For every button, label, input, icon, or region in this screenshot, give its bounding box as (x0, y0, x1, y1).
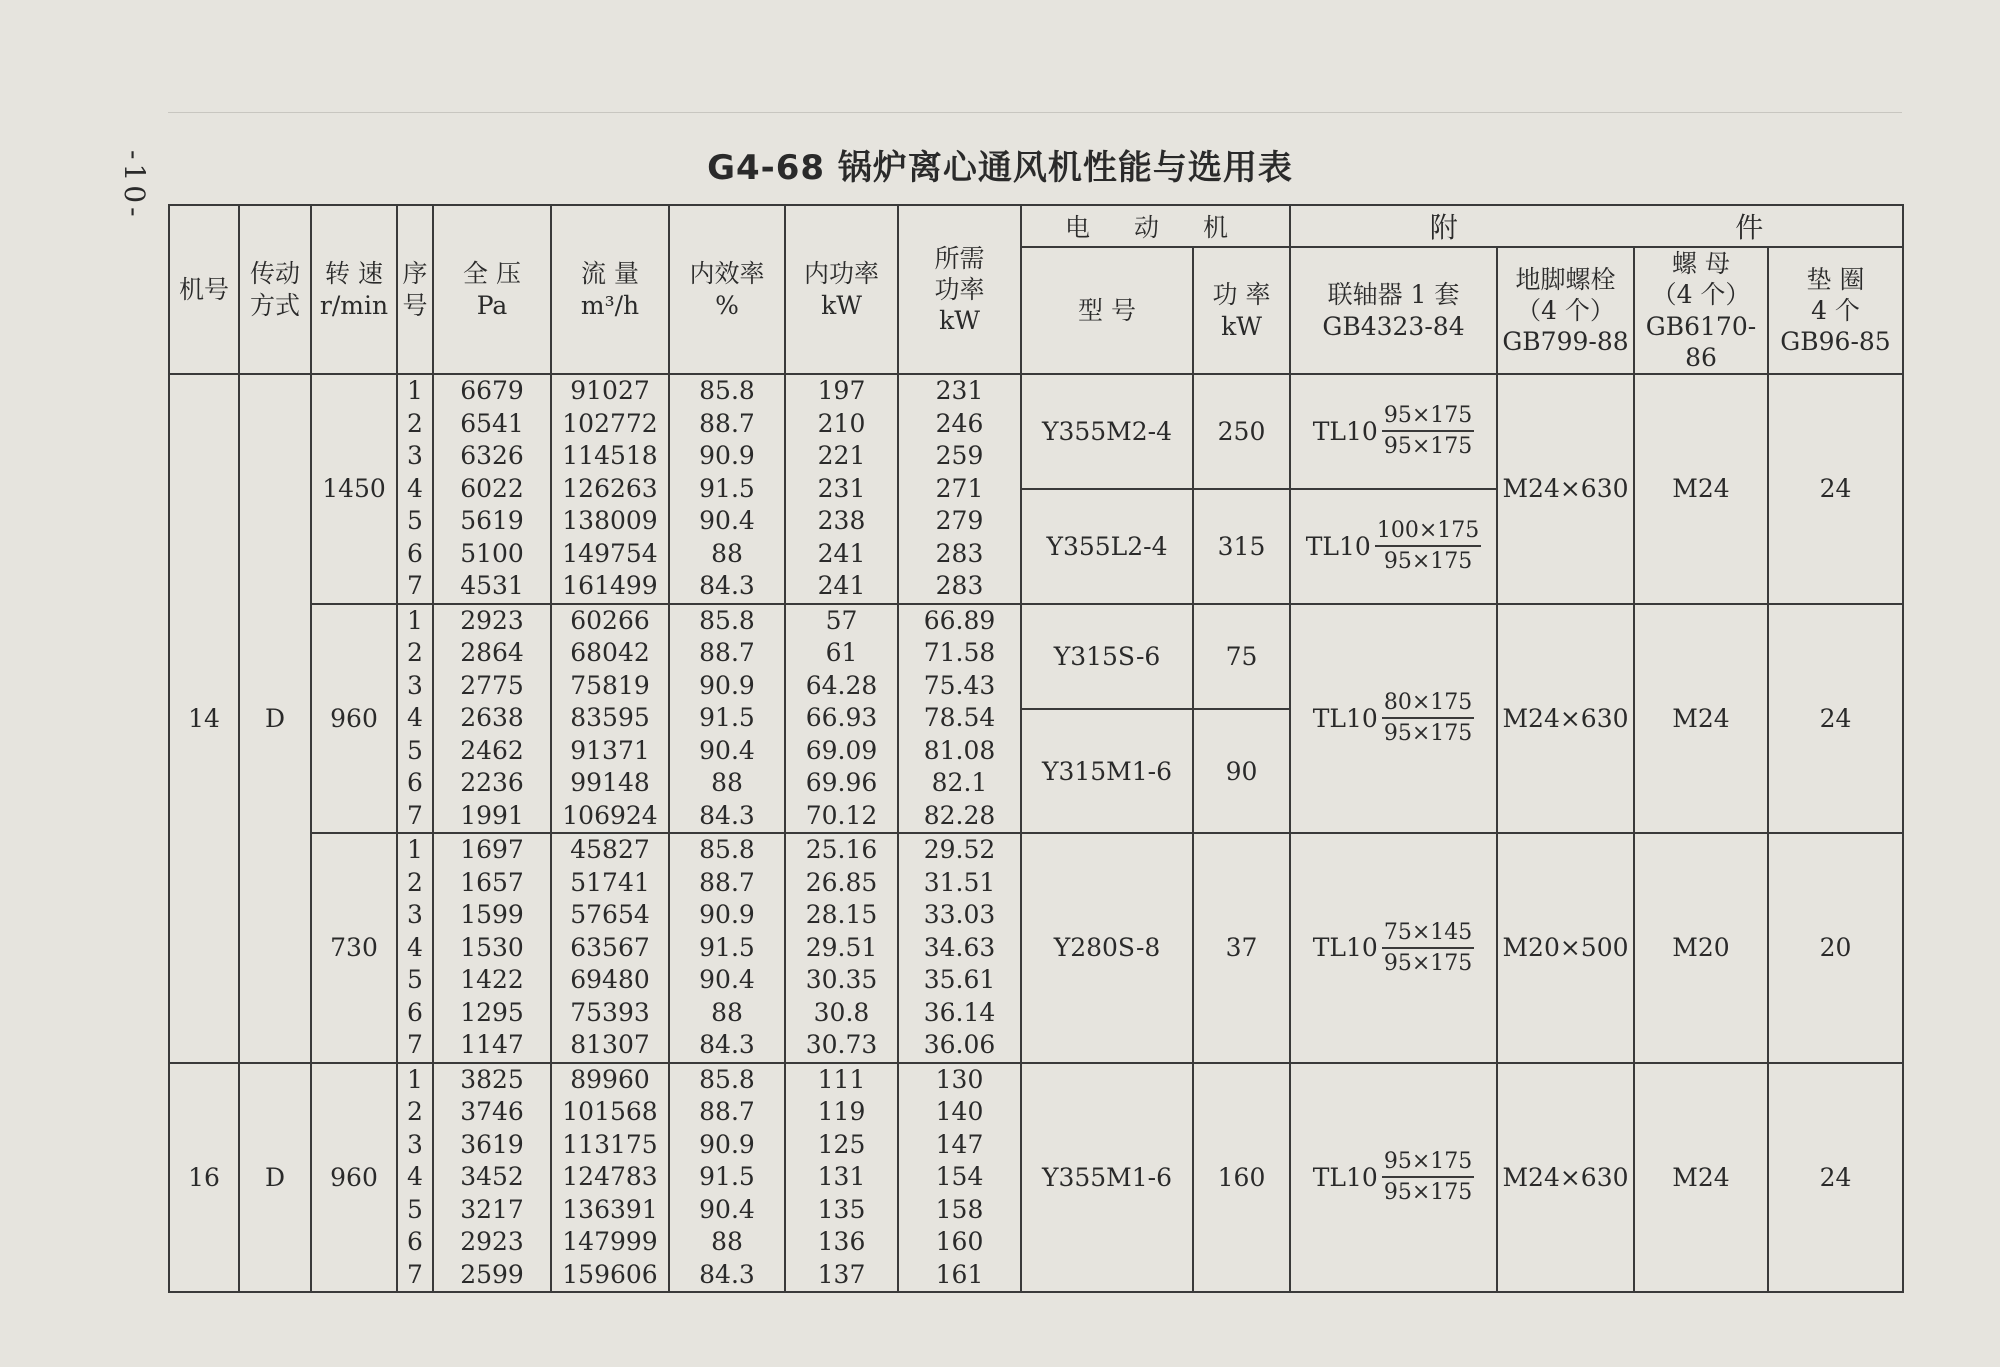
machine-cell (169, 374, 239, 604)
anchor-bolt-cell: M24×630 (1497, 604, 1634, 834)
efficiency-column (669, 374, 785, 604)
flow-column (551, 374, 669, 604)
cell-value: 75819 (570, 670, 650, 700)
cell-value: 210 (817, 408, 866, 438)
cell-value: 90.9 (699, 1129, 755, 1159)
cell-value: 63567 (570, 932, 650, 962)
cell-value: 126263 (562, 473, 658, 503)
cell-value: 81.08 (923, 735, 996, 765)
cell-value: 271 (935, 473, 984, 503)
pressure-column (433, 604, 551, 834)
cell-value: 88 (711, 997, 743, 1027)
header-motor-model: 型 号 (1021, 247, 1193, 374)
cell-value: 90.4 (699, 965, 755, 994)
seq-column (397, 1063, 433, 1293)
cell-value: 78.54 (923, 703, 996, 732)
cell-value: 66.89 (923, 605, 996, 635)
header-drive: 传动 方式 (239, 205, 311, 374)
cell-value: 75.43 (923, 670, 996, 700)
coupling-cell: TL10 $\frac{80\times 175}{95\times 175}$ (1290, 604, 1497, 834)
cell-value: 82.1 (931, 768, 988, 797)
cell-value: 101568 (562, 1097, 658, 1126)
header-required-power: 所需 功率 kW (898, 205, 1021, 374)
cell-value: 241 (817, 538, 866, 568)
cell-value: 90.4 (699, 1194, 755, 1224)
motor-model: Y355M1-6 (1021, 1063, 1193, 1293)
motor-power: 37 (1193, 833, 1290, 1063)
cell-value: 57 (825, 605, 858, 635)
cell-value: 136 (817, 1227, 866, 1256)
cell-value: 45827 (570, 835, 650, 864)
header-anchor-bolt: 地脚螺栓 （4 个） GB799-88 (1497, 247, 1634, 374)
cell-value: 197 (817, 376, 866, 405)
coupling-cell: TL10 $\frac{95\times 175}{95\times 175}$ (1290, 1063, 1497, 1293)
cell-value: 1599 (460, 900, 524, 929)
cell-value: 6 (407, 1227, 423, 1256)
washer-cell: 20 (1768, 833, 1903, 1063)
cell-value: 5 (407, 965, 423, 994)
fan-performance-table (168, 204, 1904, 1293)
speed-cell: 730 (311, 833, 397, 1063)
cell-value: 3 (407, 441, 423, 470)
header-seq: 序 号 (397, 205, 433, 374)
header-internal-power: 内功率 kW (785, 205, 898, 374)
cell-value: 35.61 (923, 965, 996, 994)
cell-value: 85.8 (699, 835, 755, 864)
power-column (785, 833, 898, 1063)
cell-value: 84.3 (699, 800, 755, 830)
cell-value: 131 (817, 1162, 866, 1191)
seq-column (397, 604, 433, 834)
cell-value: 91.5 (699, 932, 755, 962)
cell-value: 6 (407, 768, 423, 797)
cell-value: 34.63 (923, 932, 996, 962)
cell-value: 135 (817, 1194, 866, 1224)
cell-value: 83595 (570, 703, 650, 732)
cell-value: 259 (935, 441, 984, 470)
cell-value: 2462 (460, 735, 524, 765)
speed-cell: 1450 (311, 374, 397, 604)
nut-cell: M24 (1634, 374, 1768, 604)
coupling-cell: TL10 $\frac{75\times 145}{95\times 175}$ (1290, 833, 1497, 1063)
cell-value: 88 (711, 768, 743, 797)
cell-value: 5619 (460, 506, 524, 535)
cell-value: 6022 (460, 473, 524, 503)
cell-value: 159606 (562, 1259, 658, 1289)
nut-cell: M24 (1634, 1063, 1768, 1293)
motor-power: 315 (1193, 489, 1290, 604)
cell-value: 241 (817, 571, 866, 600)
cell-value: 1147 (460, 1030, 524, 1059)
cell-value: 2 (407, 408, 423, 438)
cell-value: 85.8 (699, 1064, 755, 1094)
cell-value: 158 (935, 1194, 984, 1224)
cell-value: 90.9 (699, 441, 755, 470)
cell-value: 3 (407, 670, 423, 700)
cell-value: 31.51 (923, 867, 996, 897)
cell-value: 138009 (562, 506, 658, 535)
cell-value: 3452 (460, 1162, 524, 1191)
speed-cell: 960 (311, 1063, 397, 1293)
cell-value: 84.3 (699, 571, 755, 600)
seq-column (397, 833, 433, 1063)
nut-cell: M24 (1634, 604, 1768, 834)
machine-cell: 14 (169, 604, 239, 834)
efficiency-column (669, 833, 785, 1063)
cell-value: 246 (935, 408, 984, 438)
cell-value: 70.12 (805, 800, 878, 830)
speed-cell: 960 (311, 604, 397, 834)
washer-cell: 24 (1768, 1063, 1903, 1293)
cell-value: 6541 (460, 408, 524, 438)
header-attachments-group: 附 件 (1290, 205, 1903, 247)
cell-value: 36.06 (923, 1030, 996, 1059)
cell-value: 5 (407, 506, 423, 535)
cell-value: 1991 (460, 800, 524, 830)
cell-value: 89960 (570, 1064, 650, 1094)
cell-value: 36.14 (923, 997, 996, 1027)
cell-value: 231 (817, 473, 866, 503)
cell-value: 4 (407, 703, 423, 732)
cell-value: 2638 (460, 703, 524, 732)
cell-value: 30.73 (805, 1030, 878, 1059)
cell-value: 2864 (460, 638, 524, 667)
cell-value: 90.4 (699, 506, 755, 535)
cell-value: 90.9 (699, 900, 755, 929)
washer-cell: 24 (1768, 374, 1903, 604)
cell-value: 88.7 (699, 867, 755, 897)
cell-value: 29.52 (923, 835, 996, 864)
cell-value: 57654 (570, 900, 650, 929)
cell-value: 6 (407, 538, 423, 568)
coupling-cell: TL10 $\frac{95\times 175}{95\times 175}$ (1290, 374, 1497, 489)
cell-value: 7 (407, 800, 423, 830)
flow-column (551, 833, 669, 1063)
cell-value: 2599 (460, 1259, 524, 1289)
cell-value: 75393 (570, 997, 650, 1027)
drive-cell: D (239, 1063, 311, 1293)
header-nut: 螺 母 （4 个） GB6170-86 (1634, 247, 1768, 374)
cell-value: 1 (407, 835, 423, 864)
header-coupling: 联轴器 1 套 GB4323-84 (1290, 247, 1497, 374)
seq-column (397, 374, 433, 604)
cell-value: 85.8 (699, 376, 755, 405)
cell-value: 85.8 (699, 605, 755, 635)
pressure-column (433, 374, 551, 604)
cell-value: 88 (711, 1227, 743, 1256)
cell-value: 3217 (460, 1194, 524, 1224)
cell-value: 69.96 (805, 768, 878, 797)
cell-value: 91.5 (699, 473, 755, 503)
cell-value: 4 (407, 932, 423, 962)
cell-value: 149754 (562, 538, 658, 568)
cell-value: 2923 (460, 1227, 524, 1256)
required-power-column (898, 374, 1021, 604)
cell-value: 130 (935, 1064, 984, 1094)
cell-value: 161499 (562, 571, 658, 600)
header-flow: 流 量 m³/h (551, 205, 669, 374)
motor-model: Y280S-8 (1021, 833, 1193, 1063)
machine-cell: 16 (169, 1063, 239, 1293)
anchor-bolt-cell: M24×630 (1497, 374, 1634, 604)
header-washer: 垫 圈 4 个 GB96-85 (1768, 247, 1903, 374)
cell-value: 6326 (460, 441, 524, 470)
cell-value: 82.28 (923, 800, 996, 830)
cell-value: 71.58 (923, 638, 996, 667)
header-motor-power: 功 率 kW (1193, 247, 1290, 374)
efficiency-column (669, 1063, 785, 1293)
cell-value: 29.51 (805, 932, 878, 962)
cell-value: 160 (935, 1227, 984, 1256)
cell-value: 1 (407, 376, 423, 405)
cell-value: 69.09 (805, 735, 878, 765)
cell-value: 283 (935, 538, 984, 568)
group-960-row-a (169, 604, 1903, 710)
cell-value: 90.4 (699, 735, 755, 765)
cell-value: 66.93 (805, 703, 878, 732)
drive-cell: D (239, 604, 311, 834)
cell-value: 33.03 (923, 900, 996, 929)
motor-power: 75 (1193, 604, 1290, 710)
cell-value: 4531 (460, 571, 524, 600)
cell-value: 102772 (562, 408, 658, 438)
header-row-1 (169, 205, 1903, 247)
cell-value: 3 (407, 1129, 423, 1159)
cell-value: 88.7 (699, 1097, 755, 1126)
cell-value: 154 (935, 1162, 984, 1191)
machine-cell (169, 833, 239, 1063)
cell-value: 136391 (562, 1194, 658, 1224)
cell-value: 30.35 (805, 965, 878, 994)
cell-value: 5 (407, 735, 423, 765)
cell-value: 99148 (570, 768, 650, 797)
cell-value: 1 (407, 605, 423, 635)
nut-cell: M20 (1634, 833, 1768, 1063)
required-power-column (898, 1063, 1021, 1293)
cell-value: 84.3 (699, 1259, 755, 1289)
cell-value: 61 (825, 638, 858, 667)
cell-value: 88 (711, 538, 743, 568)
cell-value: 91027 (570, 376, 650, 405)
cell-value: 81307 (570, 1030, 650, 1059)
motor-model: Y355M2-4 (1021, 374, 1193, 489)
required-power-column (898, 833, 1021, 1063)
cell-value: 6 (407, 997, 423, 1027)
cell-value: 2775 (460, 670, 524, 700)
motor-power: 160 (1193, 1063, 1290, 1293)
header-speed: 转 速 r/min (311, 205, 397, 374)
cell-value: 26.85 (805, 867, 878, 897)
cell-value: 2 (407, 638, 423, 667)
cell-value: 30.8 (813, 997, 870, 1027)
cell-value: 69480 (570, 965, 650, 994)
cell-value: 88.7 (699, 638, 755, 667)
cell-value: 91.5 (699, 703, 755, 732)
flow-column (551, 1063, 669, 1293)
cell-value: 238 (817, 506, 866, 535)
cell-value: 147999 (562, 1227, 658, 1256)
header-machine-no: 机号 (169, 205, 239, 374)
power-column (785, 604, 898, 834)
cell-value: 4 (407, 1162, 423, 1191)
group-16-960-row (169, 1063, 1903, 1293)
cell-value: 279 (935, 506, 984, 535)
cell-value: 1 (407, 1064, 423, 1094)
drive-cell (239, 833, 311, 1063)
page-number: -10- (118, 150, 151, 221)
motor-model: Y315M1-6 (1021, 709, 1193, 833)
washer-cell: 24 (1768, 604, 1903, 834)
cell-value: 1295 (460, 997, 524, 1027)
cell-value: 2 (407, 867, 423, 897)
cell-value: 91.5 (699, 1162, 755, 1191)
cell-value: 64.28 (805, 670, 878, 700)
header-efficiency: 内效率 % (669, 205, 785, 374)
cell-value: 7 (407, 1030, 423, 1059)
coupling-cell: TL10 $\frac{100\times 175}{95\times 175}$ (1290, 489, 1497, 604)
cell-value: 221 (817, 441, 866, 470)
cell-value: 1422 (460, 965, 524, 994)
cell-value: 125 (817, 1129, 866, 1159)
cell-value: 3746 (460, 1097, 524, 1126)
cell-value: 137 (817, 1259, 866, 1289)
group-1450-row-a (169, 374, 1903, 489)
cell-value: 2236 (460, 768, 524, 797)
anchor-bolt-cell: M20×500 (1497, 833, 1634, 1063)
header-motor-group: 电 动 机 (1021, 205, 1290, 247)
cell-value: 60266 (570, 605, 650, 635)
cell-value: 124783 (562, 1162, 658, 1191)
cell-value: 91371 (570, 735, 650, 765)
cell-value: 114518 (562, 441, 658, 470)
cell-value: 1657 (460, 867, 524, 897)
cell-value: 113175 (562, 1129, 658, 1159)
cell-value: 6679 (460, 376, 524, 405)
group-730-row (169, 833, 1903, 1063)
motor-power: 90 (1193, 709, 1290, 833)
cell-value: 2 (407, 1097, 423, 1126)
pressure-column (433, 833, 551, 1063)
header-pressure: 全 压 Pa (433, 205, 551, 374)
cell-value: 51741 (570, 867, 650, 897)
cell-value: 161 (935, 1259, 984, 1289)
cell-value: 7 (407, 571, 423, 600)
cell-value: 106924 (562, 800, 658, 830)
cell-value: 90.9 (699, 670, 755, 700)
cell-value: 4 (407, 473, 423, 503)
cell-value: 111 (817, 1064, 866, 1094)
cell-value: 84.3 (699, 1030, 755, 1059)
efficiency-column (669, 604, 785, 834)
cell-value: 231 (935, 376, 984, 405)
anchor-bolt-cell: M24×630 (1497, 1063, 1634, 1293)
cell-value: 2923 (460, 605, 524, 635)
cell-value: 5100 (460, 538, 524, 568)
drive-cell (239, 374, 311, 604)
pressure-column (433, 1063, 551, 1293)
cell-value: 140 (935, 1097, 984, 1126)
motor-model: Y315S-6 (1021, 604, 1193, 710)
motor-power: 250 (1193, 374, 1290, 489)
cell-value: 68042 (570, 638, 650, 667)
required-power-column (898, 604, 1021, 834)
cell-value: 7 (407, 1259, 423, 1289)
cell-value: 28.15 (805, 900, 878, 929)
power-column (785, 374, 898, 604)
cell-value: 283 (935, 571, 984, 600)
flow-column (551, 604, 669, 834)
cell-value: 1697 (460, 835, 524, 864)
cell-value: 147 (935, 1129, 984, 1159)
cell-value: 5 (407, 1194, 423, 1224)
cell-value: 1530 (460, 932, 524, 962)
page-title: G4-68 锅炉离心通风机性能与选用表 (707, 148, 1293, 188)
cell-value: 25.16 (805, 835, 878, 864)
cell-value: 3 (407, 900, 423, 929)
power-column (785, 1063, 898, 1293)
cell-value: 88.7 (699, 408, 755, 438)
cell-value: 3619 (460, 1129, 524, 1159)
motor-model: Y355L2-4 (1021, 489, 1193, 604)
cell-value: 119 (817, 1097, 866, 1126)
cell-value: 3825 (460, 1064, 524, 1094)
